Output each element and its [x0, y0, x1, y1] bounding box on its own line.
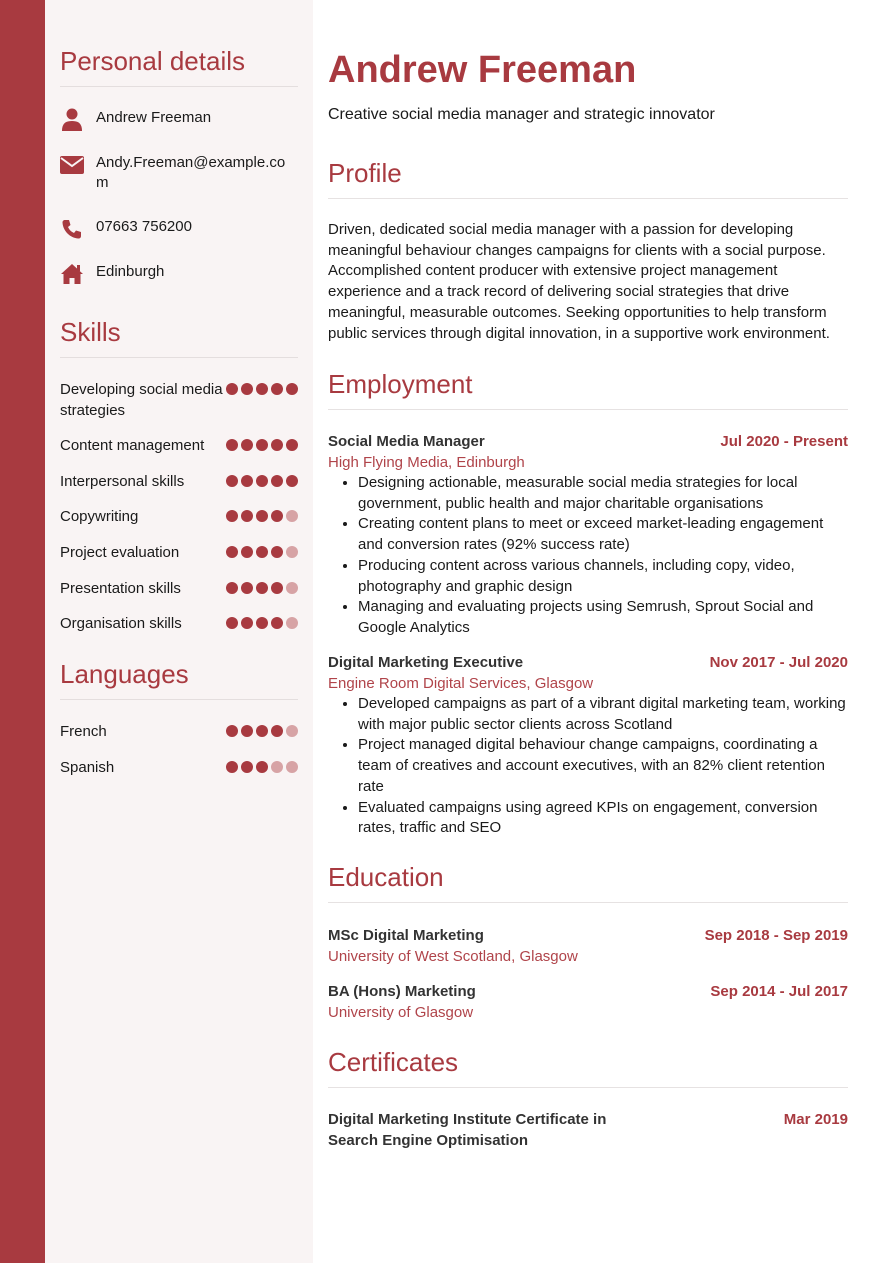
skill-label: Interpersonal skills: [60, 473, 185, 490]
candidate-name: Andrew Freeman: [328, 49, 637, 91]
rating-dot-filled: [226, 582, 238, 594]
rating-dot-filled: [271, 725, 283, 737]
rating-dot-filled: [241, 617, 253, 629]
rating-dot-filled: [226, 383, 238, 395]
personal-details-heading: Personal details: [60, 46, 245, 76]
envelope-icon: [60, 153, 84, 177]
rating-dot-empty: [286, 582, 298, 594]
education-section-header: [328, 862, 848, 903]
certificate-entry: [328, 1109, 848, 1151]
skill-item: [60, 578, 298, 599]
rating-dot-filled: [256, 383, 268, 395]
rating-dot-filled: [271, 475, 283, 487]
contact-location-text: Edinburgh: [96, 263, 165, 280]
education-heading: Education: [328, 862, 444, 892]
job-bullets: [328, 473, 848, 639]
job-bullet: • Designing actionable, measurable social media strategies for local government, public health and major charitable organisations: [358, 473, 848, 514]
divider: [60, 86, 298, 87]
rating-dot-filled: [256, 582, 268, 594]
divider: [60, 699, 298, 700]
divider: [328, 409, 848, 410]
rating-dot-empty: [286, 617, 298, 629]
rating-dot-filled: [286, 383, 298, 395]
rating-dot-filled: [256, 475, 268, 487]
contact-email-text[interactable]: Andy.Freeman@example.com: [96, 154, 286, 191]
accent-stripe: [0, 0, 45, 1263]
language-label: Spanish: [60, 759, 115, 776]
skill-label: Content management: [60, 437, 205, 454]
rating-dot-empty: [286, 725, 298, 737]
rating-dot-empty: [286, 761, 298, 773]
employer: Engine Room Digital Services, Glasgow: [328, 675, 594, 692]
rating-dot-filled: [226, 510, 238, 522]
job-date: Nov 2017 - Jul 2020: [709, 654, 848, 671]
profile-text: Driven, dedicated social media manager with a passion for developing meaningful behaviour changes campaigns for clients with a social purpose. Accomplished content producer with extensive project management experience and a track record of delivering social strategies that drive meaningful, measurable outcomes. Seeking opportunities to help transform public services through digital innovation, in a supportive work environment.: [328, 221, 830, 342]
rating-dot-filled: [226, 439, 238, 451]
skill-item: [60, 542, 298, 563]
rating-dot-filled: [256, 761, 268, 773]
divider: [328, 902, 848, 903]
skill-rating: [226, 582, 298, 594]
skill-rating: [226, 475, 298, 487]
employment-entry: [328, 431, 848, 639]
contact-location: [60, 262, 286, 286]
divider: [328, 1087, 848, 1088]
job-bullet: • Evaluated campaigns using agreed KPIs on engagement, conversion rates, traffic and SEO: [358, 798, 848, 839]
language-rating: [226, 725, 298, 737]
rating-dot-empty: [286, 546, 298, 558]
job-bullet: • Project managed digital behaviour change campaigns, coordinating a team of creatives and account executives, with an 82% client retention rate: [358, 735, 848, 797]
rating-dot-filled: [256, 439, 268, 451]
profile-heading: Profile: [328, 158, 402, 188]
skill-item: [60, 506, 298, 527]
contact-name-text: Andrew Freeman: [96, 109, 212, 126]
job-bullet: • Creating content plans to meet or exceed market-leading engagement and conversion rates (92% success rate): [358, 514, 848, 555]
certificate-title: Digital Marketing Institute Certificate in Search Engine Optimisation: [328, 1111, 607, 1149]
home-icon: [60, 262, 84, 286]
rating-dot-filled: [226, 725, 238, 737]
rating-dot-filled: [241, 725, 253, 737]
rating-dot-filled: [286, 475, 298, 487]
skill-item: [60, 379, 298, 421]
skill-rating: [226, 439, 298, 451]
institution: University of West Scotland, Glasgow: [328, 948, 578, 965]
job-date: Jul 2020 - Present: [720, 433, 848, 450]
skill-rating: [226, 510, 298, 522]
rating-dot-filled: [241, 475, 253, 487]
rating-dot-filled: [271, 617, 283, 629]
employment-section-header: [328, 369, 848, 410]
education-entry: [328, 925, 848, 967]
rating-dot-filled: [256, 725, 268, 737]
skills-section: [60, 317, 298, 358]
certificates-heading: Certificates: [328, 1047, 459, 1077]
personal-details-section: [60, 46, 298, 87]
contact-phone: [60, 217, 286, 241]
contact-phone-text: 07663 756200: [96, 218, 192, 235]
language-label: French: [60, 723, 107, 740]
degree-title: MSc Digital Marketing: [328, 927, 484, 944]
rating-dot-filled: [256, 546, 268, 558]
rating-dot-filled: [241, 510, 253, 522]
sidebar: [45, 0, 313, 1263]
skill-label: Presentation skills: [60, 580, 181, 597]
skill-item: [60, 435, 298, 456]
divider: [60, 357, 298, 358]
languages-section: [60, 659, 298, 700]
skill-rating: [226, 617, 298, 629]
language-rating: [226, 761, 298, 773]
contact-email: [60, 153, 286, 193]
skill-label: Organisation skills: [60, 615, 182, 632]
rating-dot-filled: [241, 383, 253, 395]
job-title: Social Media Manager: [328, 433, 485, 450]
rating-dot-filled: [271, 546, 283, 558]
degree-date: Sep 2014 - Jul 2017: [710, 983, 848, 1000]
rating-dot-filled: [241, 761, 253, 773]
skill-item: [60, 471, 298, 492]
rating-dot-filled: [271, 510, 283, 522]
certificates-section-header: [328, 1047, 848, 1088]
skill-label: Copywriting: [60, 508, 139, 525]
rating-dot-filled: [286, 439, 298, 451]
degree-date: Sep 2018 - Sep 2019: [704, 927, 848, 944]
skill-item: [60, 613, 298, 634]
skills-heading: Skills: [60, 317, 121, 347]
languages-heading: Languages: [60, 659, 189, 689]
rating-dot-filled: [241, 582, 253, 594]
education-entry: [328, 981, 848, 1023]
rating-dot-filled: [256, 510, 268, 522]
tagline: Creative social media manager and strategic innovator: [328, 106, 715, 123]
phone-icon: [60, 217, 84, 241]
job-bullets: [328, 694, 848, 839]
rating-dot-filled: [241, 546, 253, 558]
rating-dot-filled: [226, 761, 238, 773]
degree-title: BA (Hons) Marketing: [328, 983, 476, 1000]
skill-rating: [226, 383, 298, 395]
skill-rating: [226, 546, 298, 558]
institution: University of Glasgow: [328, 1004, 474, 1021]
rating-dot-filled: [271, 439, 283, 451]
skill-label: Project evaluation: [60, 544, 180, 561]
rating-dot-filled: [241, 439, 253, 451]
language-item: [60, 721, 298, 742]
language-item: [60, 757, 298, 778]
rating-dot-filled: [271, 383, 283, 395]
rating-dot-filled: [271, 582, 283, 594]
profile-section-header: [328, 158, 848, 199]
employer: High Flying Media, Edinburgh: [328, 454, 525, 471]
job-bullet: • Developed campaigns as part of a vibrant digital marketing team, working with major public sector clients across Scotland: [358, 694, 848, 735]
rating-dot-empty: [271, 761, 283, 773]
skill-label: Developing social media strategies: [60, 381, 223, 419]
job-bullet: • Managing and evaluating projects using Semrush, Sprout Social and Google Analytics: [358, 597, 848, 638]
user-icon: [60, 108, 84, 132]
employment-entry: [328, 652, 848, 839]
rating-dot-filled: [226, 546, 238, 558]
rating-dot-empty: [286, 510, 298, 522]
employment-heading: Employment: [328, 369, 473, 399]
contact-name: [60, 108, 286, 132]
rating-dot-filled: [226, 617, 238, 629]
job-title: Digital Marketing Executive: [328, 654, 524, 671]
rating-dot-filled: [226, 475, 238, 487]
rating-dot-filled: [256, 617, 268, 629]
certificate-date: Mar 2019: [783, 1111, 848, 1128]
divider: [328, 198, 848, 199]
job-bullet: • Producing content across various channels, including copy, video, photography and graphic design: [358, 556, 848, 597]
